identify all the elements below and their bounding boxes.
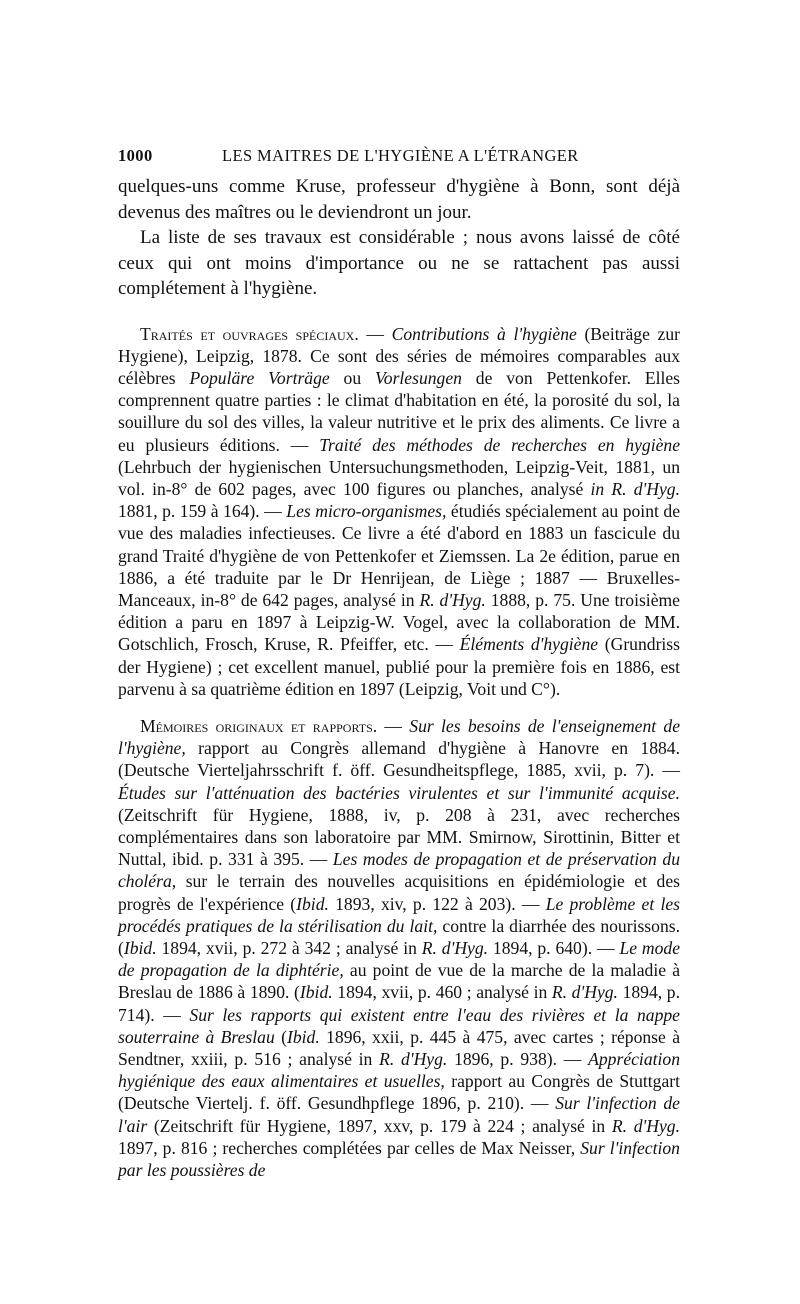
text-run: étudiés spécialement au point de vue des maladies infectieuses. Ce livre a été d'abord en 1883 un fascicule du grand Traité d'hygiène de von Pettenkofer et Ziemssen. La 2e édition, parue en 1886, a été traduite par le Dr Henrijean, de Liège ; 1887 — Bruxelles-Manceaux, in-8° de 642 pages, analysé in (118, 501, 680, 610)
text-run: 1893, xiv, p. 122 à 203). — (328, 893, 546, 914)
text-run: 1896, p. 938). — (447, 1049, 589, 1069)
section-heading-treatises: Traités et ouvrages spéciaux. (140, 323, 359, 344)
text-run: rapport au Congrès allemand d'hygiène à Hanovre en 1884. (Deutsche Vierteljahrsschrift f. öff. Gesundheitspflege, 1885, xvii, p. 7). — (118, 738, 680, 781)
section-memoirs (118, 715, 680, 1181)
section-text-treatises (118, 324, 680, 699)
text-run: (Beiträge zur Hygiene), Leipzig, 1878. Ce sont des séries de mémoires comparables aux célèbres (118, 323, 681, 388)
text-run: contre la diarrhée des nourissons. ( (118, 915, 680, 958)
section-heading-memoirs: Mémoires originaux et rapports. (140, 715, 378, 736)
text-run: 1888, p. 75. Une troisième édition a paru en 1897 à Leipzig-W. Vogel, avec la collaboration de MM. Gotschlich, Frosch, Kruse, R. Pfeiffer, etc. — (118, 589, 680, 655)
text-run: ou (329, 367, 375, 388)
italic-title: R. d'Hyg. (611, 1115, 680, 1136)
text-run: 1897, p. 816 ; recherches complétées par celles de Max Neisser, (118, 1137, 581, 1158)
text-run: rapport au Congrès de Stuttgart (Deutsche Viertelj. f. öff. Gesundhpflege 1896, p. 210). — (118, 1071, 680, 1114)
italic-title: Le mode de propagation de la diphtérie, (118, 937, 681, 981)
italic-title: Contributions à l'hygiène (391, 323, 577, 344)
italic-title: Éléments d'hygiène (459, 634, 599, 655)
italic-title: Études sur l'atténuation des bactéries virulentes et sur l'immunité acquise. (118, 782, 680, 803)
italic-title: R. d'Hyg. (419, 589, 486, 610)
text-run: — (358, 323, 392, 344)
text-run: 1881, p. 159 à 164). — (118, 501, 287, 522)
text-run: au point de vue de la marche de la maladie à Breslau de 1886 à 1890. ( (118, 960, 680, 1003)
text-run: (Zeitschrift für Hygiene, 1897, xxv, p. 179 à 224 ; analysé in (147, 1115, 612, 1136)
italic-title: Appréciation hygiénique des eaux alimentaires et usuelles, (118, 1049, 680, 1092)
italic-title: Sur les rapports qui existent entre l'eau des rivières et la nappe souterraine à Breslau (118, 1004, 680, 1047)
text-run: ( (274, 1026, 287, 1047)
text-run: sur le terrain des nouvelles acquisitions en épidémiologie et des progrès de l'expérience ( (118, 871, 680, 914)
text-run: 1894, xvii, p. 460 ; analysé in (332, 982, 552, 1003)
text-run: 1894, p. 640). — (488, 937, 620, 958)
italic-title: Ibid. (299, 982, 333, 1003)
italic-title: in R. d'Hyg. (590, 478, 680, 499)
section-treatises (118, 323, 680, 700)
italic-title: R. d'Hyg. (551, 982, 618, 1003)
intro-paragraph-2: La liste de ses travaux est considérable ; nous avons laissé de côté ceux qui ont moins d'importance ou ne se rattachent pas aussi complétement à l'hygiène. (118, 227, 680, 299)
italic-title: Populäre Vorträge (189, 367, 330, 388)
text-run: de von Pettenkofer. Elles comprennent quatre parties : le climat d'habitation en été, la porosité du sol, la souillure du sol des villes, la valeur nutritive et le prix des aliments. Ce livre a eu plusieurs éditions. — (118, 367, 681, 455)
italic-title: Sur les besoins de l'enseignement de l'hygiène, (118, 715, 681, 759)
text-run: (Grundriss der Hygiene) ; cet excellent manuel, publié pour la première fois en 1886, est parvenu à sa quatrième édition en 1897 (Leipzig, Voit und C°). (118, 634, 681, 699)
italic-title: Les modes de propagation et de préservation du choléra, (118, 849, 680, 892)
italic-title: Traité des méthodes de recherches en hygiène (319, 434, 681, 455)
text-run: (Lehrbuch der hygienischen Untersuchungsmethoden, Leipzig-Veit, 1881, un vol. in-8° de 602 pages, avec 100 figures ou planches, analysé (118, 456, 680, 499)
italic-title: Les micro-organismes, (286, 501, 447, 522)
italic-title: Sur l'infection de l'air (118, 1093, 680, 1136)
text-run: 1894, p. 714). — (118, 982, 680, 1025)
text-run: 1894, xvii, p. 272 à 342 ; analysé in (156, 937, 422, 958)
italic-title: Ibid. (123, 937, 157, 958)
intro-block (118, 174, 680, 302)
text-run: 1896, xxii, p. 445 à 475, avec cartes ; réponse à Sendtner, xxiii, p. 516 ; analysé in (118, 1026, 681, 1069)
running-title: LES MAITRES DE L'HYGIÈNE A L'ÉTRANGER (222, 146, 579, 165)
italic-title: Vorlesungen (374, 367, 462, 388)
text-run: — (377, 715, 410, 736)
italic-title: Ibid. (296, 893, 329, 914)
italic-title: R. d'Hyg. (421, 937, 489, 958)
italic-title: R. d'Hyg. (379, 1049, 448, 1069)
italic-title: Ibid. (286, 1026, 320, 1047)
page-body (118, 174, 680, 1181)
page-number: 1000 (118, 146, 153, 165)
intro-paragraph-1: quelques-uns comme Kruse, professeur d'hygiène à Bonn, sont déjà devenus des maîtres ou le deviendront un jour. (118, 176, 680, 223)
italic-title: Le problème et les procédés pratiques de la stérilisation du lait, (118, 893, 680, 936)
text-run: (Zeitschrift für Hygiene, 1888, iv, p. 208 à 231, avec recherches complémentaires dans son laboratoire par MM. Smirnow, Sirottinin, Bitter et Nuttal, ibid. p. 331 à 395. — (118, 804, 680, 870)
italic-title: Sur l'infection par les poussières de (118, 1137, 680, 1181)
section-text-memoirs (118, 716, 680, 1180)
